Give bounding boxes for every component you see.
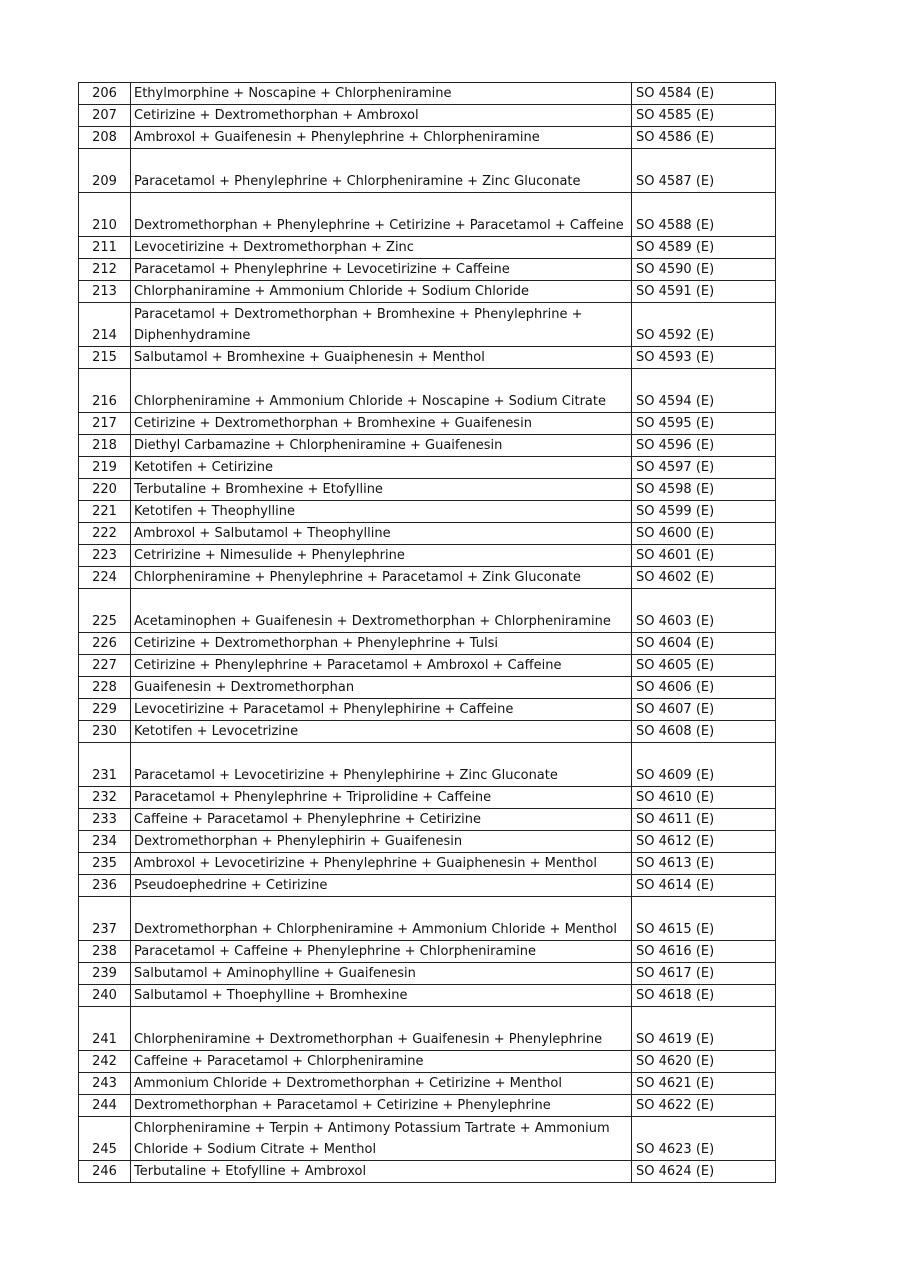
drug-combination-cell — [131, 655, 632, 677]
notification-number-cell: SO 4597 (E) — [632, 457, 776, 479]
notification-number-cell: SO 4590 (E) — [632, 259, 776, 281]
notification-number-cell: SO 4585 (E) — [632, 105, 776, 127]
notification-number-cell: SO 4601 (E) — [632, 545, 776, 567]
drug-combination-cell — [131, 523, 632, 545]
notification-number-cell: SO 4598 (E) — [632, 479, 776, 501]
drug-combination-text: Dextromethorphan + Phenylephirin + Guaifenesin — [134, 834, 463, 849]
table-row — [79, 259, 776, 281]
serial-number-cell: 243 — [79, 1073, 131, 1095]
notification-number-cell: SO 4607 (E) — [632, 699, 776, 721]
notification-number-cell: SO 4608 (E) — [632, 721, 776, 743]
serial-number-cell: 210 — [79, 193, 131, 237]
serial-number-cell: 232 — [79, 787, 131, 809]
notification-number-cell: SO 4614 (E) — [632, 875, 776, 897]
drug-combination-cell — [131, 897, 632, 941]
table-row — [79, 787, 776, 809]
serial-number-cell: 237 — [79, 897, 131, 941]
table-row — [79, 149, 776, 193]
notification-number-cell: SO 4616 (E) — [632, 941, 776, 963]
drug-combination-cell — [131, 941, 632, 963]
notification-number-cell: SO 4623 (E) — [632, 1117, 776, 1161]
drug-combination-cell — [131, 1073, 632, 1095]
drug-combination-text: Pseudoephedrine + Cetirizine — [134, 878, 328, 893]
table-row — [79, 853, 776, 875]
table-row — [79, 193, 776, 237]
drug-combination-cell — [131, 853, 632, 875]
table-row — [79, 1051, 776, 1073]
drug-combination-text: Salbutamol + Aminophylline + Guaifenesin — [134, 966, 416, 981]
drug-combination-text: Chlorpheniramine + Ammonium Chloride + Noscapine + Sodium Citrate — [134, 394, 606, 409]
serial-number-cell: 220 — [79, 479, 131, 501]
table-row — [79, 413, 776, 435]
table-row — [79, 457, 776, 479]
drug-combination-text: Ambroxol + Levocetirizine + Phenylephrine + Guaiphenesin + Menthol — [134, 856, 597, 871]
drug-combination-text: Ketotifen + Theophylline — [134, 504, 295, 519]
drug-combination-cell — [131, 1161, 632, 1183]
serial-number-cell: 207 — [79, 105, 131, 127]
drug-combination-cell — [131, 589, 632, 633]
table-row — [79, 963, 776, 985]
table-row — [79, 1095, 776, 1117]
drug-combination-cell — [131, 1095, 632, 1117]
drug-combination-text: Ambroxol + Salbutamol + Theophylline — [134, 526, 391, 541]
serial-number-cell: 235 — [79, 853, 131, 875]
drug-combination-text: Levocetirizine + Dextromethorphan + Zinc — [134, 240, 414, 255]
table-row — [79, 83, 776, 105]
notification-number-cell: SO 4615 (E) — [632, 897, 776, 941]
notification-number-cell: SO 4610 (E) — [632, 787, 776, 809]
notification-number-cell: SO 4605 (E) — [632, 655, 776, 677]
drug-combination-cell — [131, 545, 632, 567]
notification-number-cell: SO 4596 (E) — [632, 435, 776, 457]
drug-combination-cell — [131, 83, 632, 105]
table-row — [79, 897, 776, 941]
drug-combination-cell — [131, 831, 632, 853]
drug-combination-text: Chlorphaniramine + Ammonium Chloride + Sodium Chloride — [134, 284, 530, 299]
serial-number-cell: 224 — [79, 567, 131, 589]
notification-number-cell: SO 4617 (E) — [632, 963, 776, 985]
notification-number-cell: SO 4619 (E) — [632, 1007, 776, 1051]
table-row — [79, 1117, 776, 1161]
notification-number-cell: SO 4584 (E) — [632, 83, 776, 105]
table-row — [79, 303, 776, 347]
table-row — [79, 875, 776, 897]
table-row — [79, 633, 776, 655]
table-row — [79, 105, 776, 127]
drug-combination-cell — [131, 347, 632, 369]
drug-combination-text: Guaifenesin + Dextromethorphan — [134, 680, 355, 695]
drug-combination-text: Dextromethorphan + Paracetamol + Cetirizine + Phenylephrine — [134, 1098, 551, 1113]
drug-combination-text: Salbutamol + Thoephylline + Bromhexine — [134, 988, 408, 1003]
notification-number-cell: SO 4612 (E) — [632, 831, 776, 853]
notification-number-cell: SO 4603 (E) — [632, 589, 776, 633]
serial-number-cell: 217 — [79, 413, 131, 435]
table-row — [79, 435, 776, 457]
serial-number-cell: 209 — [79, 149, 131, 193]
table-row — [79, 479, 776, 501]
drug-combination-text: Terbutaline + Etofylline + Ambroxol — [134, 1164, 367, 1179]
table-row — [79, 743, 776, 787]
table-row — [79, 501, 776, 523]
drug-combination-text: Ammonium Chloride + Dextromethorphan + Cetirizine + Menthol — [134, 1076, 562, 1091]
table-row — [79, 941, 776, 963]
drug-combination-text: Ambroxol + Guaifenesin + Phenylephrine + Chlorpheniramine — [134, 130, 540, 145]
notification-number-cell: SO 4622 (E) — [632, 1095, 776, 1117]
drug-combination-cell — [131, 1007, 632, 1051]
table-row — [79, 127, 776, 149]
notification-number-cell: SO 4604 (E) — [632, 633, 776, 655]
drug-combination-text: Caffeine + Paracetamol + Phenylephrine + Cetirizine — [134, 812, 482, 827]
notification-number-cell: SO 4586 (E) — [632, 127, 776, 149]
serial-number-cell: 226 — [79, 633, 131, 655]
notification-number-cell: SO 4599 (E) — [632, 501, 776, 523]
serial-number-cell: 206 — [79, 83, 131, 105]
drug-combination-cell — [131, 281, 632, 303]
table-row — [79, 1007, 776, 1051]
table-row — [79, 985, 776, 1007]
serial-number-cell: 221 — [79, 501, 131, 523]
serial-number-cell: 246 — [79, 1161, 131, 1183]
table-row — [79, 567, 776, 589]
table-row — [79, 369, 776, 413]
drug-combination-text: Ketotifen + Cetirizine — [134, 460, 274, 475]
serial-number-cell: 213 — [79, 281, 131, 303]
drug-combination-cell — [131, 413, 632, 435]
notification-number-cell: SO 4592 (E) — [632, 303, 776, 347]
table-row — [79, 281, 776, 303]
table-row — [79, 721, 776, 743]
drug-combination-text: Levocetirizine + Paracetamol + Phenylephirine + Caffeine — [134, 702, 514, 717]
serial-number-cell: 244 — [79, 1095, 131, 1117]
notification-number-cell: SO 4587 (E) — [632, 149, 776, 193]
serial-number-cell: 223 — [79, 545, 131, 567]
serial-number-cell: 212 — [79, 259, 131, 281]
serial-number-cell: 240 — [79, 985, 131, 1007]
drug-combination-text: Chlorpheniramine + Terpin + Antimony Potassium Tartrate + Ammonium Chloride + Sodium Citrate + Menthol — [134, 1121, 610, 1157]
drug-combination-text: Ketotifen + Levocetrizine — [134, 724, 299, 739]
notification-number-cell: SO 4609 (E) — [632, 743, 776, 787]
drug-combination-text: Dextromethorphan + Phenylephrine + Cetirizine + Paracetamol + Caffeine — [134, 218, 624, 233]
table-body — [79, 83, 776, 1183]
table-row — [79, 655, 776, 677]
drug-combination-text: Dextromethorphan + Chlorpheniramine + Ammonium Chloride + Menthol — [134, 922, 617, 937]
serial-number-cell: 236 — [79, 875, 131, 897]
drug-combination-text: Paracetamol + Caffeine + Phenylephrine + Chlorpheniramine — [134, 944, 536, 959]
drug-combination-cell — [131, 127, 632, 149]
drug-combination-cell — [131, 875, 632, 897]
serial-number-cell: 228 — [79, 677, 131, 699]
serial-number-cell: 208 — [79, 127, 131, 149]
serial-number-cell: 215 — [79, 347, 131, 369]
notification-number-cell: SO 4600 (E) — [632, 523, 776, 545]
notification-number-cell: SO 4606 (E) — [632, 677, 776, 699]
drug-combination-cell — [131, 435, 632, 457]
drug-combination-text: Paracetamol + Phenylephrine + Chlorpheniramine + Zinc Gluconate — [134, 174, 581, 189]
serial-number-cell: 245 — [79, 1117, 131, 1161]
drug-combination-cell — [131, 501, 632, 523]
drug-combination-text: Caffeine + Paracetamol + Chlorpheniramine — [134, 1054, 424, 1069]
drug-combination-cell — [131, 743, 632, 787]
drug-combination-cell — [131, 699, 632, 721]
drug-combination-text: Cetirizine + Dextromethorphan + Bromhexine + Guaifenesin — [134, 416, 532, 431]
serial-number-cell: 229 — [79, 699, 131, 721]
notification-number-cell: SO 4611 (E) — [632, 809, 776, 831]
drug-combination-text: Terbutaline + Bromhexine + Etofylline — [134, 482, 383, 497]
table-row — [79, 523, 776, 545]
table-row — [79, 1161, 776, 1183]
serial-number-cell: 234 — [79, 831, 131, 853]
serial-number-cell: 242 — [79, 1051, 131, 1073]
serial-number-cell: 218 — [79, 435, 131, 457]
notification-number-cell: SO 4613 (E) — [632, 853, 776, 875]
drug-combination-text: Acetaminophen + Guaifenesin + Dextromethorphan + Chlorpheniramine — [134, 614, 611, 629]
serial-number-cell: 230 — [79, 721, 131, 743]
drug-combination-text: Diethyl Carbamazine + Chlorpheniramine + Guaifenesin — [134, 438, 503, 453]
drug-combination-cell — [131, 105, 632, 127]
table-row — [79, 237, 776, 259]
drug-combination-text: Ethylmorphine + Noscapine + Chlorpheniramine — [134, 86, 452, 101]
drug-combination-cell — [131, 787, 632, 809]
drug-combination-cell — [131, 369, 632, 413]
serial-number-cell: 239 — [79, 963, 131, 985]
notification-number-cell: SO 4593 (E) — [632, 347, 776, 369]
table-row — [79, 545, 776, 567]
drug-combination-text: Cetirizine + Dextromethorphan + Phenylephrine + Tulsi — [134, 636, 498, 651]
fdc-ban-table — [78, 82, 776, 1183]
notification-number-cell: SO 4588 (E) — [632, 193, 776, 237]
drug-combination-cell — [131, 633, 632, 655]
drug-combination-cell — [131, 193, 632, 237]
drug-combination-cell — [131, 963, 632, 985]
serial-number-cell: 231 — [79, 743, 131, 787]
table-row — [79, 1073, 776, 1095]
notification-number-cell: SO 4591 (E) — [632, 281, 776, 303]
table-row — [79, 347, 776, 369]
table-row — [79, 809, 776, 831]
drug-combination-cell — [131, 567, 632, 589]
drug-combination-cell — [131, 985, 632, 1007]
drug-combination-cell — [131, 809, 632, 831]
serial-number-cell: 227 — [79, 655, 131, 677]
serial-number-cell: 241 — [79, 1007, 131, 1051]
notification-number-cell: SO 4589 (E) — [632, 237, 776, 259]
drug-combination-cell — [131, 303, 632, 347]
table-row — [79, 589, 776, 633]
serial-number-cell: 216 — [79, 369, 131, 413]
serial-number-cell: 211 — [79, 237, 131, 259]
serial-number-cell: 225 — [79, 589, 131, 633]
drug-combination-text: Cetirizine + Dextromethorphan + Ambroxol — [134, 108, 419, 123]
drug-combination-cell — [131, 479, 632, 501]
table-row — [79, 831, 776, 853]
table-row — [79, 699, 776, 721]
drug-combination-cell — [131, 149, 632, 193]
drug-combination-text: Paracetamol + Phenylephrine + Triprolidine + Caffeine — [134, 790, 492, 805]
notification-number-cell: SO 4618 (E) — [632, 985, 776, 1007]
drug-combination-text: Paracetamol + Dextromethorphan + Bromhexine + Phenylephrine + Diphenhydramine — [134, 307, 583, 343]
serial-number-cell: 219 — [79, 457, 131, 479]
drug-combination-text: Salbutamol + Bromhexine + Guaiphenesin + Menthol — [134, 350, 485, 365]
notification-number-cell: SO 4624 (E) — [632, 1161, 776, 1183]
notification-number-cell: SO 4621 (E) — [632, 1073, 776, 1095]
serial-number-cell: 233 — [79, 809, 131, 831]
notification-number-cell: SO 4594 (E) — [632, 369, 776, 413]
serial-number-cell: 214 — [79, 303, 131, 347]
notification-number-cell: SO 4620 (E) — [632, 1051, 776, 1073]
drug-combination-cell — [131, 677, 632, 699]
drug-combination-text: Chlorpheniramine + Dextromethorphan + Guaifenesin + Phenylephrine — [134, 1032, 603, 1047]
drug-combination-text: Paracetamol + Phenylephrine + Levocetirizine + Caffeine — [134, 262, 510, 277]
drug-combination-text: Paracetamol + Levocetirizine + Phenylephirine + Zinc Gluconate — [134, 768, 558, 783]
drug-combination-text: Chlorpheniramine + Phenylephrine + Paracetamol + Zink Gluconate — [134, 570, 581, 585]
notification-number-cell: SO 4602 (E) — [632, 567, 776, 589]
table-row — [79, 677, 776, 699]
drug-combination-cell — [131, 237, 632, 259]
serial-number-cell: 222 — [79, 523, 131, 545]
drug-combination-cell — [131, 259, 632, 281]
drug-combination-text: Cetririzine + Nimesulide + Phenylephrine — [134, 548, 405, 563]
drug-combination-cell — [131, 721, 632, 743]
drug-combination-cell — [131, 1051, 632, 1073]
drug-combination-cell — [131, 457, 632, 479]
notification-number-cell: SO 4595 (E) — [632, 413, 776, 435]
drug-combination-text: Cetirizine + Phenylephrine + Paracetamol + Ambroxol + Caffeine — [134, 658, 562, 673]
drug-combination-cell — [131, 1117, 632, 1161]
serial-number-cell: 238 — [79, 941, 131, 963]
